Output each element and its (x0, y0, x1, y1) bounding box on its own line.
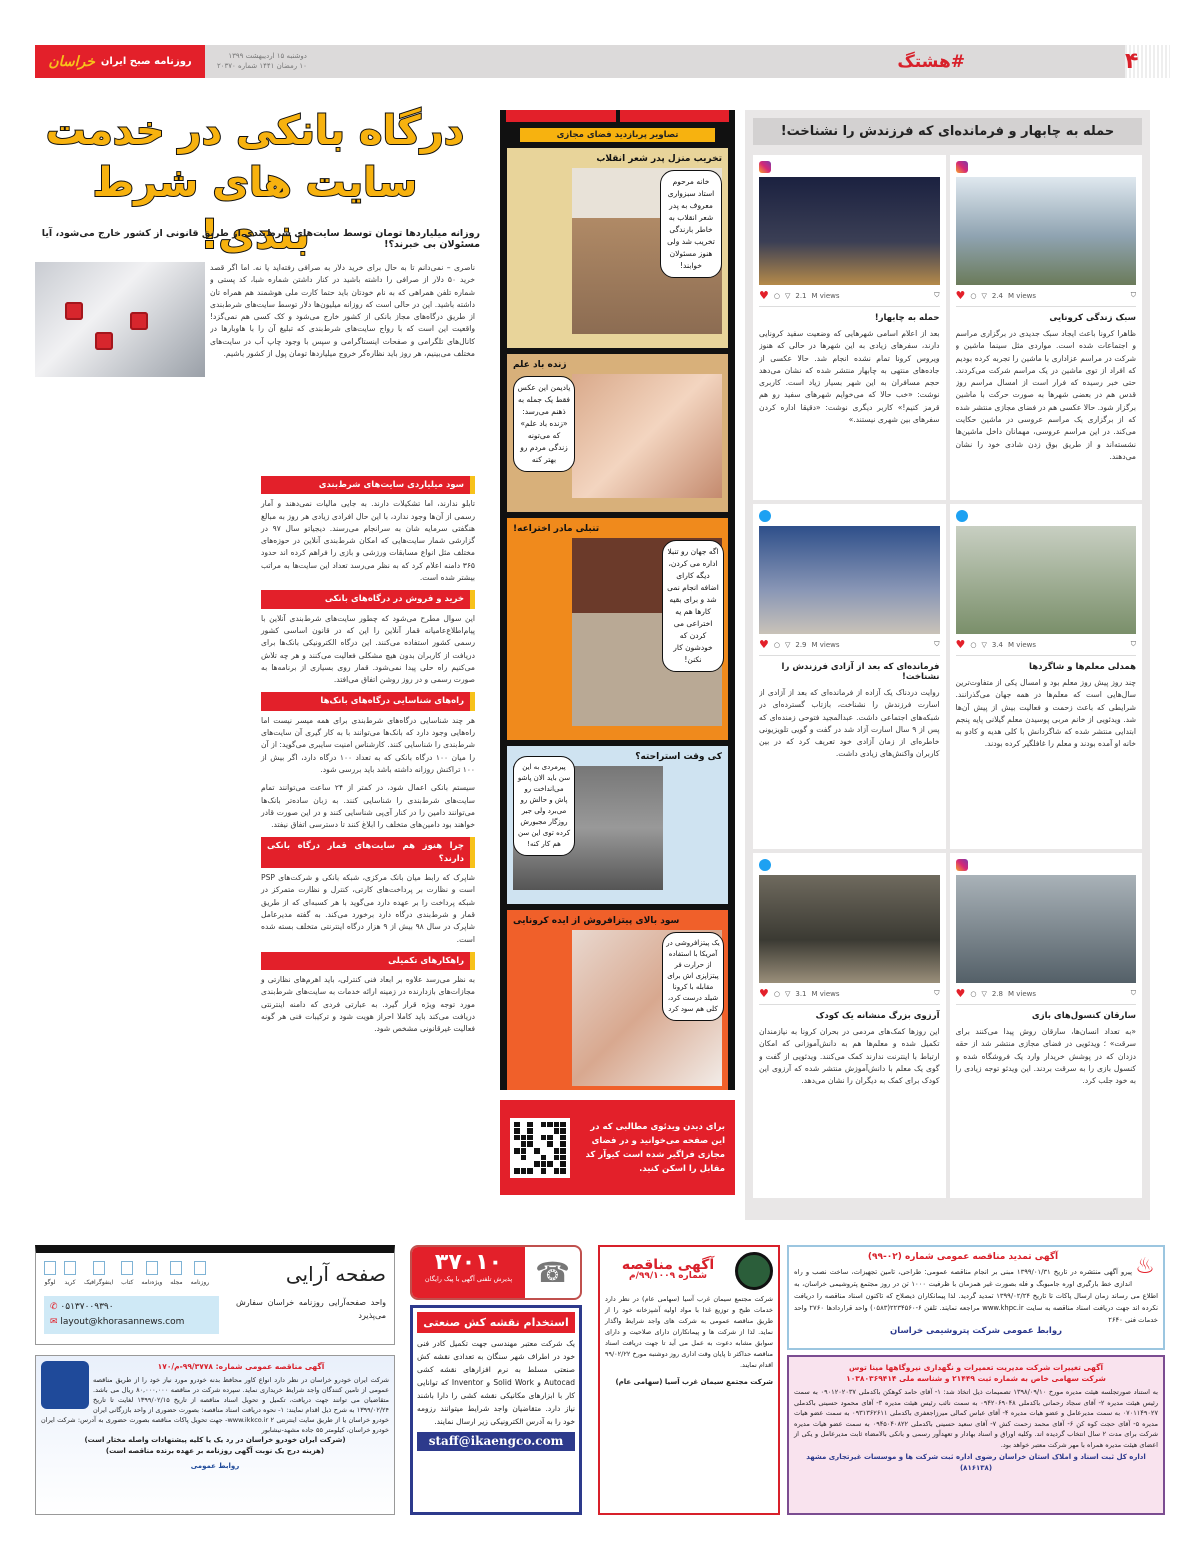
share-icon[interactable]: ▽ (981, 640, 987, 649)
ad-title: آگهی تغییرات شرکت مدیریت تعمیرات و نگهداری نیروگاهها مینا توس (848, 1363, 1104, 1372)
service-item: لوگو (44, 1261, 56, 1288)
service-item: کرید (64, 1261, 76, 1288)
ad-text: شرکت مجتمع سیمان غرب آسیا (سهامی عام) در نظر دارد خدمات طبخ و توزیع غذا با مواد اولیه آشپزخانه خود را از طریق مناقصه عمومی به شرکت های واجد شرایط واگذار نماید. لذا از شرکت ها و پیمانکاران دارای صلاحیت و دارای سوابق مشابه دعوت به عمل می آید تا جهت دریافت اسناد مناقصه حداکثر تا پایان وقت اداری روز دوشنبه مورخ ۹۹/۰۲/۲۲ اقدام نمایند. (605, 1295, 773, 1369)
post-image (956, 177, 1137, 285)
view-count: 3.1 (795, 989, 807, 998)
ad-email[interactable]: staff@ikaengco.com (417, 1432, 575, 1451)
comment-icon[interactable]: ○ (773, 989, 780, 998)
ad-title: آگهی مناقصه عمومی شماره: ۹۹/۳۷۷۸-م/۱۷۰ (157, 1362, 325, 1371)
ad-title: استخدام نقشه کش صنعتی (417, 1312, 575, 1333)
share-icon[interactable]: ▽ (784, 640, 791, 649)
phone-ad (410, 1245, 582, 1300)
paragraph: این سوال مطرح می‌شود که چطور سایت‌های شرط‌بندی آنلاین با پیام‌اطلاع‌عامیانه قمار آنلاین را این که در قانون اساسی کشور رسمی کشور استفاده می‌کنند. این درگاه الکترونیکی بانک‌ها برای دریافت از کاربران بدون هیچ مشکلی فعالیت می‌کنند و هر چه تلاش می‌کنیم راه حلی پیدا نمی‌شود. قمار روی بسیاری از برنامه‌ها به صورت رسمی و در روز روشن اتفاق می‌افتد. (261, 613, 475, 685)
company-seal-logo (735, 1252, 773, 1290)
date-line: ۱۰ رمضان ۱۴۴۱ شماره ۲۰۳۷۰ (217, 61, 307, 70)
paragraph: تابلو ندارند، اما تشکیلات دارند. به جایی مالیات نمی‌دهند و آمار رسمی از آن‌ها وجود ندارد، با این حال افرادی زیادی هر روز به مبالغ هنگفتی سرمایه شان به سرانجام می‌رسند. دیجیاتو سال ۹۷ در گزارشی شمار سایت‌هایی که امکان شرط‌بندی آنلاین در حوزه‌های مختلف مثل انواع مسابقات ورزشی و بازی را فراهم کرده اند حدود ۳۶۵ دامنه اعلام کرد که به نظر می‌رسد تعداد این سایت‌ها به مراتب بیشتر شده است. (261, 499, 475, 583)
heart-icon[interactable]: ♥ (759, 289, 769, 302)
section-heading: راهکارهای تکمیلی (261, 952, 475, 970)
article-subtitle: روزانه میلیاردها تومان توسط سایت‌های شرط‌بندی از طریق قانونی از کشور خارج می‌شود، آیا مسئولان بی خبرند؟! (41, 228, 480, 250)
petrochemical-logo: ♨ (1135, 1254, 1155, 1279)
petrochemical-ad (787, 1245, 1165, 1350)
phone-number: ✆ ۰۵۱۳۷۰۰۹۳۹۰ (50, 1302, 114, 1312)
post-text: بعد از اعلام اسامی شهرهایی که وضعیت سفید کرونایی دارند، سفرهای زیادی به این شهرها در حالی که هنوز ویروس کرونا تمام نشده انجام شد. حالا عکسی از جاده‌های منتهی به چابهار منتشر شده که نشان می‌دهد حجم مسافران به این شهر بسیار زیاد است. کاربری نوشت: «خب حالا که می‌خوایم شهرهای سفید رو هم قرمز کنیم!» کاربر دیگری نوشت: «دقیقا اداره کردن سفرهای بین شهری نیستند.» (759, 329, 940, 425)
comic-panel (507, 354, 728, 512)
post-actions (759, 983, 940, 1005)
mina-toos-ad (787, 1355, 1165, 1515)
qr-caption: برای دیدن ویدئوی مطالبی که در این صفحه می‌خوانید و در فضای مجازی فراگیر شده است کیوآر کد مقابل را اسکن کنید. (585, 1121, 725, 1174)
mail-icon: ✉ (50, 1317, 61, 1327)
ad-footer: روابط عمومی شرکت پتروشیمی خراسان (890, 1326, 1062, 1336)
strip-label: تصاویر پربازدید فضای مجازی (520, 128, 715, 142)
page-number: ۴ (1125, 45, 1170, 78)
ad-note: (هزینه درج یک نوبت آگهی روزنامه بر عهده برنده مناقصه است) (105, 1447, 325, 1455)
heart-icon[interactable]: ♥ (759, 638, 769, 651)
phone-icon: ✆ (50, 1302, 61, 1312)
social-post (753, 504, 946, 849)
post-actions (759, 285, 940, 307)
social-post (950, 504, 1143, 849)
comment-icon[interactable]: ○ (970, 640, 977, 649)
ad-text: شرکت ایران خودرو خراسان در نظر دارد انواع کاور محافظ بدنه خودرو مورد نیاز خود را از طریق مناقصه عمومی از تامین کنندگان واجد شرایط خریداری نماید. سپرده شرکت در مناقصه ۸۰,۰۰۰,۰۰۰ ریال می باشد. متقاضیان می توانند جهت دریافت، تکمیل و تحویل اسناد مناقصه از تاریخ ۱۳۹۹/۰۲/۱۵ لغایت تا تاریخ ۱۳۹۹/۰۲/۲۴ به شرح ذیل اقدام نمایند: ۱- نحوه دریافت اسناد مناقصه: بصورت حضوری از واحد بازرگانی ایران خودرو خراسان یا از طریق سایت اینترنتی www.ikkco.ir ۲- جهت تحویل پاکات مناقصه بصورت حضوری به آدرس: شرکت ایران خودرو خراسان، کیلومتر ۵۵ جاده مشهد-نیشابور (41, 1376, 390, 1434)
email[interactable]: ✉ layout@khorasannews.com (50, 1317, 185, 1327)
tagline: روزنامه صبح ایران (100, 56, 192, 67)
document-icon (121, 1261, 133, 1275)
share-icon[interactable]: ▽ (981, 989, 987, 998)
ad-text: پیرو آگهی منتشره در تاریخ ۱۳۹۹/۰۱/۳۱ مبنی بر انجام مناقصه عمومی: طراحی، تامین تجهیزات، ساخت نصب و راه اندازی خط بارگیری اوره جامبوبگ و فله بصورت غیر همزمان با ظرفیت ۱۰۰۰ تن در روز مجتمع پتروشیمی خراسان، به اطلاع می رساند زمان ارسال پاکات تا تاریخ ۱۳۹۹/۰۲/۲۴ تمدید گردید. لذا پیمانکاران ذیصلاح که تاکنون اسناد مناقصه را دریافت نکرده اند جهت دریافت اسناد مناقصه به سایت www.khpc.ir مراجعه نمایند. تلفن ۶-۲۲۳۴۵۶۰(۰۵۸۳) واحد قراردادها ۲۷۶۰ واحد خدمات فنی ۲۶۴۰ (794, 1268, 1158, 1324)
ad-text: به استناد صورتجلسه هیئت مدیره مورخ ۱۳۹۸/۰۹/۱۰ تصمیمات ذیل اتخاذ شد: ۱- آقای حامد کوهکن باکدملی ۰۹۰۱۲۰۲۰۳۷ به سمت رئیس هیئت مدیره ۲- آقای سجاد رحمانی باکدملی ۰۹۴۲۰۶۹۰۴۸ به سمت نائب رئیس هیئت مدیره ۳- آقای محمود حسینی باکدملی ۰۷۰۱۱۴۹۰۲۷ به سمت مدیرعامل و عضو هیات مدیره ۴- آقای عباس کمالی میرزاجعفری باکدملی ۰۹۳۱۳۶۲۶۱۱ به سمت عضو هیات مدیره ۵- آقای حجت کوه کن ۶- آقای محمد زحمت کش ۷- آقای سعید حسینی باکدملی ۰۹۴۵۰۴۰۸۲۲ به سمت عضو هیات مدیره شرکت برای مدت ۲ سال انتخاب گردیده اند. وکلیه اوراق و اسناد بهادار و تعهدآور رسمی و بانکی بالامضاء ثابت مدیرعامل و یکی از اعضای هیئت مدیره همراه با مهر شرکت معتبر خواهد بود. (794, 1388, 1159, 1449)
telephone-icon: ☎ (535, 1256, 570, 1289)
share-icon[interactable]: ▽ (784, 291, 791, 300)
contact-box (44, 1296, 219, 1334)
social-post (753, 155, 946, 500)
service-item: روزنامه (191, 1261, 210, 1288)
panel-title: کی وقت استراحته؟ (635, 752, 722, 762)
bookmark-icon[interactable]: ⛉ (1130, 291, 1136, 299)
layout-ad (35, 1245, 395, 1345)
comment-icon[interactable]: ○ (970, 291, 977, 300)
article-lede: ناصری – نمی‌دانم تا به حال برای خرید دلار به صرافی رفته‌اید یا نه. اما اگر قصد خرید ۵۰ دلار از صرافی را داشته باشید در کنار داشتن شماره شبا، کد پستی و شماره تلفن همراهی که به نام خودتان باید حتما کارت ملی هوشمند هم همراه تان داشته باشید. این در حالی است که روزانه میلیون‌ها دلار توسط سایت‌های شرط‌بندی از طریق درگاه‌های مجاز بانکی از کشور خارج می‌شود و کک کسی هم نمی‌گزد! واقعیت این است که با رواج سایت‌های شرط‌بندی که تبلیغ آن را با هاوبارها در کانال‌های تلگرامی و صفحات اینستاگرامی و سپس با وجود چاپ آب در سایت‌های مختلف می‌بینیم، هر روز باید نظاره‌گر خروج میلیاردها تومان پول از کشور باشیم. (210, 263, 475, 359)
panel-title: تخریب منزل پدر شعر انقلاب (596, 154, 722, 164)
post-title: همدلی معلم‌ها و شاگردها (1029, 662, 1136, 672)
post-text: چند روز پیش روز معلم بود و امسال یکی از متفاوت‌ترین سال‌هایی است که معلم‌ها در همه جهان می‌گذرانند. شرایطی که باعث زحمت و فعالیت بیش از پیش آن‌ها شد. ویدئویی از خانم مربی پوسیدن معلم گیلانی پایه پنجم ابتدایی منتشر شده که شاگردانش با کلی هدیه و کادو به خانه او آمده بودند و معلم را غافلگیر کرده بودند. (955, 678, 1136, 749)
panel-title: سود بالای پیتزافروش از ایده کرونایی (513, 916, 680, 926)
social-title: حمله به چابهار و فرمانده‌ای که فرزندش را نشناخت! (753, 118, 1142, 145)
ad-footer: روابط عمومی (190, 1462, 240, 1470)
views-unit: M views (1008, 291, 1037, 300)
service-list (44, 1261, 209, 1288)
post-title: سارقان کنسول‌های بازی (1031, 1011, 1136, 1021)
post-actions (759, 634, 940, 656)
comic-panel (507, 148, 728, 348)
panel-title: زنده باد علم (513, 360, 567, 370)
views-unit: M views (811, 291, 840, 300)
speech-bubble: یک پیتزافروشی در آمریکا با استفاده از حرارت فر پیتزاپزی اش برای مقابله با کرونا شیلد درست کرد، کلی هم سود کرد (662, 932, 724, 1021)
document-icon (64, 1261, 76, 1275)
ad-caption: پذیرش تلفنی آگهی با پیک رایگان (424, 1275, 513, 1283)
social-column (745, 110, 1150, 1220)
service-item: کتاب (121, 1261, 133, 1288)
instagram-icon (956, 161, 968, 173)
service-item: اینفوگرافیک (84, 1261, 113, 1288)
post-image (759, 875, 940, 983)
speech-bubble: خانه مرحوم استاد سبزواری معروف به پدر شعر انقلاب به خاطر بارندگی تخریب شد ولی هنوز مسئولان خوابند! (660, 170, 722, 278)
post-title: آرزوی بزرگ منشانه یک کودک (815, 1011, 940, 1021)
post-image (956, 875, 1137, 983)
qr-box (500, 1100, 735, 1195)
heart-icon[interactable]: ♥ (955, 987, 966, 1000)
post-actions (956, 285, 1137, 307)
service-item: مجله (170, 1261, 182, 1288)
speech-bubble: اگه جهان رو تنبلا اداره می کردن، دیگه کارای اضافه انجام نمی شد و برای بقیه کارها هم یه اختراعی می کردن که خودشون کار نکنن! (662, 540, 724, 672)
post-text: این روزها کمک‌های مردمی در بحران کرونا به نیازمندان تکمیل شده و معلم‌ها هم به دانش‌آموزانی که امکان ارتباط با اینترنت ندارند کمک می‌کنند. ویدئویی از گفت و گوی یک معلم با دانش‌آموزش منتشر شده که آرزوی این کودک برای کمک به دیگران را نشان می‌دهد. (759, 1027, 940, 1086)
view-count: 3.4 (991, 640, 1004, 649)
post-text: ظاهرا کرونا باعث ایجاد سبک جدیدی در برگزاری مراسم و اجتماعات شده است. مواردی مثل سینما ماشین و شرکت در مراسم عزاداری با ماشین را تجربه کرده بودیم که افراد از توی ماشین در یک مراسم شرکت می‌کردند. حتی خبر رسیده که فرار است از امسال مراسم روز قدس هم در بعضی شهرها به صورت حرکت با ماشین برگزار شود. حالا عکسی هم در فضای مجازی منتشر شده که از برگزاری یک مراسم عروسی در ماشین حکایت می‌کند. در این مراسم عروسی، مهمانان داخل ماشین‌ها نشسته‌اند و از طریق بوق زدن شادی خود را نشان می‌دهند. (955, 329, 1136, 461)
post-title: فرمانده‌ای که بعد از آزادی فرزندش را نشناخت! (781, 662, 940, 682)
share-icon[interactable]: ▽ (784, 989, 791, 998)
views-unit: M views (811, 640, 840, 649)
issue-date (217, 52, 307, 72)
heart-icon[interactable]: ♥ (759, 987, 769, 1000)
ad-title: آگهی تمدید مناقصه عمومی شماره (۰۲-۹۹) (867, 1252, 1059, 1262)
post-image (759, 177, 940, 285)
heart-icon[interactable]: ♥ (955, 289, 966, 302)
phone-ad-body (412, 1247, 525, 1298)
post-text: «به تعداد انسان‌ها، سارقان روش پیدا می‌کنند برای سرقت» ؛ ویدئویی در فضای مجازی منتشر شد از حقه دزدان که در پوشش خریدار وارد یک فروشگاه شده و کنسول بازی را به سرقت بردند. این ویدئو توجه زیادی را به خود جلب کرد. (955, 1027, 1136, 1086)
ad-subtitle: شرکت سهامی خاص به شماره ثبت ۲۱۴۴۹ و شناسه ملی ۱۰۳۸۰۳۶۹۴۱۴ (846, 1374, 1106, 1383)
ad-note: (شرکت ایران خودرو خراسان در رد یک یا کلیه پیشنهادات واصله مختار است) (84, 1436, 346, 1444)
section-title: #هشتگ (897, 51, 965, 72)
views-unit: M views (811, 989, 840, 998)
comic-panel (507, 746, 728, 904)
post-actions (956, 983, 1137, 1005)
ad-title: صفحه آرایی (285, 1262, 386, 1286)
cement-tender-ad (598, 1245, 780, 1515)
panel-title: تنبلی مادر اختراعه! (513, 524, 600, 534)
comment-icon[interactable]: ○ (970, 989, 977, 998)
comic-strip (500, 110, 735, 1090)
bookmark-icon[interactable]: ⛉ (1130, 640, 1136, 648)
post-actions (956, 634, 1137, 656)
post-title: حمله به چابهار! (874, 313, 940, 323)
newspaper-logo (35, 45, 205, 78)
qr-code-icon[interactable] (510, 1118, 570, 1178)
bookmark-icon[interactable]: ⛉ (1130, 989, 1136, 997)
ad-text: واحد صفحه‌آرایی روزنامه خراسان سفارش می‌پذیرد (236, 1298, 386, 1320)
twitter-icon (759, 859, 771, 871)
paragraph: شاپرک که رابط میان بانک مرکزی، شبکه بانکی و شرکت‌های PSP است و نظارت بر پرداخت‌های کارتی، کنترل و نظارت متمرکز در شبکه پرداخت را بر عهده دارد می‌گوید با هر کسبه‌ای که از طریق قمار و شرط‌بندی درگاه دارد برخورد می‌کند. به گفته مدیرعامل شاپرک در سال ۹۸ بیش از ۹ هزار درگاه اینترنتی متخلف بسته شده است. (261, 873, 475, 944)
social-post (950, 155, 1143, 500)
brand: خراسان (48, 53, 95, 70)
section-heading: راه‌های شناسایی درگاه‌های بانک‌ها (261, 692, 475, 710)
paragraph: به نظر می‌رسد علاوه بر ابعاد فنی کنترلی، باید اهرم‌های نظارتی و مجازات‌های بازدارنده در زمینه ارائه خدمات به سایت‌های شرط‌بندی مورد توجه ویژه قرار گیرد. به عبارتی فردی که دامنه اینترنتی دریافت می‌کند باید کاملا احراز هویت شود و ترکیبات فنی هر گونه فعالیت غیرقانونی مشخص شود. (261, 975, 475, 1034)
views-unit: M views (1008, 640, 1037, 649)
section-heading: چرا هنوز هم سایت‌های قمار درگاه بانکی دارند؟ (261, 837, 475, 868)
social-post (950, 853, 1143, 1198)
document-icon (44, 1261, 56, 1275)
comic-panel (507, 910, 728, 1090)
twitter-icon (956, 510, 968, 522)
social-post (753, 853, 946, 1198)
section-heading: خرید و فروش در درگاه‌های بانکی (261, 590, 475, 608)
title-line: سایت های شرط بندی! (92, 160, 418, 258)
header-bar (205, 45, 1125, 78)
tender-number: شماره ۹۹/۱۰۰۹/م (628, 1271, 708, 1281)
share-icon[interactable]: ▽ (981, 291, 987, 300)
bookmark-icon[interactable]: ⛉ (934, 640, 940, 648)
iran-khodro-tender-ad (35, 1355, 395, 1515)
children-faces-image (572, 374, 722, 498)
document-icon (146, 1261, 158, 1275)
paragraph: هر چند شناسایی درگاه‌های شرط‌بندی برای همه میسر نیست اما راه‌هایی وجود دارد که بانک‌ها می‌توانند با به کار گیری آن سایت‌های شرط‌بندی را شناسایی کنند. کارشناس امنیت سایبری می‌گوید: از آن را میان ۱۰۰ درگاه بانکی که به تعداد ۱۰۰ درگاه دارد، اگر بیش از ۱۰۰ تراکنش روزانه داشته باشد باید بررسی شود. (261, 715, 475, 774)
document-icon (170, 1261, 182, 1275)
ad-title: آگهی مناقصه (621, 1257, 715, 1273)
article-body (35, 470, 475, 1215)
view-count: 2.8 (991, 989, 1004, 998)
document-icon (194, 1261, 206, 1275)
view-count: 2.4 (991, 291, 1004, 300)
post-image (759, 526, 940, 634)
document-icon (93, 1261, 105, 1275)
twitter-icon (759, 510, 771, 522)
instagram-icon (956, 859, 968, 871)
date-line: دوشنبه ۱۵ اردیبهشت ۱۳۹۹ (228, 51, 307, 60)
bookmark-icon[interactable]: ⛉ (934, 291, 940, 299)
comment-icon[interactable]: ○ (773, 640, 780, 649)
instagram-icon (759, 161, 771, 173)
post-text: روایت دردناک یک آزاده از فرمانده‌ای که بعد از آزادی از اسارت فرزندش را نشناخت، بازتاب گسترده‌ای در شبکه‌های اجتماعی داشت. عبدالمجید فتوحی زمنده‌ای که پس از ۹ سال اسارت آزاد شد در گفت و گویی تلویزیونی خاطره‌ای از زمان آزادی خود تعریف کرد که در بین کاربران واکنش‌های زیادی داشت. (759, 688, 940, 759)
service-item: ویژه‌نامه (141, 1261, 162, 1288)
speech-bubble: یادیمن این عکس فقط یک جمله به ذهنم می‌رسد: «زنده باد علم» که می‌تونه زندگی مردم رو بهتر کنه (513, 376, 575, 472)
section-heading: سود میلیاردی سایت‌های شرط‌بندی (261, 476, 475, 494)
post-title: سبک زندگی کرونایی (1049, 313, 1136, 323)
social-posts (753, 155, 1142, 1198)
view-count: 2.1 (795, 291, 807, 300)
ad-footer: شرکت مجتمع سیمان غرب آسیا (سهامی عام) (615, 1378, 773, 1386)
title-line: درگاه بانکی در خدمت (45, 108, 465, 154)
keyboard-dice-image (35, 262, 205, 377)
strip-top-bar (500, 110, 735, 122)
hiring-ad (410, 1305, 582, 1515)
ad-footer: اداره کل ثبت اسناد و املاک استان خراسان رضوی اداره ثبت شرکت ها و موسسات غیرتجاری مشهد (۸۱۶۱۳۸) (806, 1453, 1146, 1472)
iran-khodro-logo (41, 1361, 89, 1409)
bookmark-icon[interactable]: ⛉ (934, 989, 940, 997)
views-unit: M views (1008, 989, 1037, 998)
heart-icon[interactable]: ♥ (955, 638, 966, 651)
post-image (956, 526, 1137, 634)
comic-panel (507, 518, 728, 740)
view-count: 2.9 (795, 640, 807, 649)
paragraph: سیستم بانکی اعمال شود، در کمتر از ۲۴ ساعت می‌توانند تمام سایت‌های شرط‌بندی را شناسایی کنند. به زبان ساده‌تر بانک‌ها می‌توانند دامین را در کنار آی‌پی شناسایی کنند و در این صورت قادر خواهند بود دامین‌های متخلف را ابلاغ کنند تا دسترسی اتفاق نیفتد. (261, 783, 475, 830)
ad-phone-number: ۳۷۰۱۰ (434, 1250, 503, 1275)
ad-text: یک شرکت معتبر مهندسی جهت تکمیل کادر فنی خود در اطراف شهر سنگان به تعدادی نقشه کش صنعتی مسلط به نرم افزارهای نقشه کشی Autocad و Solid Work و Inventor که توانایی کار با ابزارهای مکانیکی نقشه کشی را دارا باشند نیاز دارد. متقاضیان واجد شرایط میتوانند رزومه خود را به آدرس الکترونیکی زیر ارسال نمایند. (417, 1339, 576, 1426)
speech-bubble: پیرمردی به این سن باید الان پاشو می‌انداخت رو پاش و حالش رو می‌برد ولی جبر روزگار مجبورش کرده توی این سن هم کار کنه! (513, 756, 575, 856)
comment-icon[interactable]: ○ (773, 291, 780, 300)
